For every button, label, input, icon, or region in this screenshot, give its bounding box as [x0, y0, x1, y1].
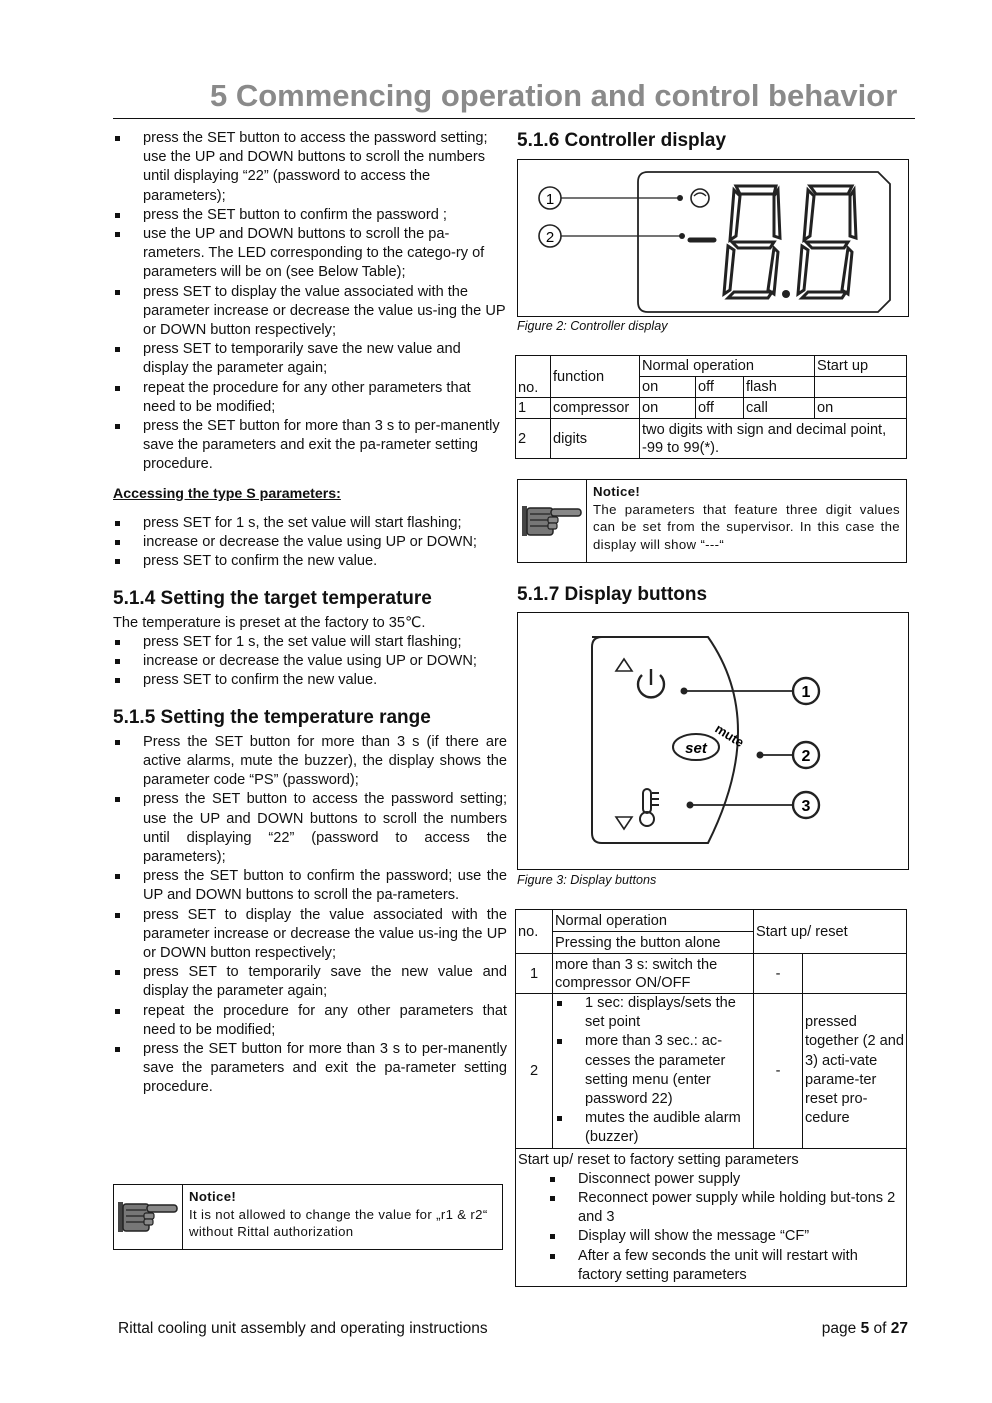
list-item: press the SET button to confirm the password ; — [113, 206, 507, 225]
mute-label: mute — [712, 720, 747, 751]
list-item: press the SET button for more than 3 s to per-manently save the parameters and exit the pa-rameter setting procedure. — [113, 1040, 507, 1098]
display-buttons-table — [515, 909, 907, 1287]
seven-segment-digit-2 — [798, 186, 856, 298]
power-icon — [638, 669, 664, 697]
list-item: press the SET button to confirm the password; use the UP and DOWN buttons to scroll the pa-rameters. — [113, 867, 507, 905]
list-item: press the SET button for more than 3 s to per-manently save the parameters and exit the pa-rameter setting procedure. — [113, 417, 507, 475]
table-row — [516, 954, 907, 994]
list-item: Disconnect power supply — [548, 1170, 904, 1189]
table-row — [516, 994, 907, 1149]
list-item: Reconnect power supply while holding but-tons 2 and 3 — [548, 1189, 904, 1227]
list-item: press the SET button to access the password setting; use the UP and DOWN buttons to scroll the numbers until displaying “22” (password to access the parameters); — [113, 790, 507, 867]
table-cell: 2 — [516, 994, 553, 1149]
table-cell: - — [754, 994, 803, 1149]
table-cell: off — [696, 398, 744, 419]
header-rule — [113, 118, 915, 119]
button-2-list — [555, 994, 751, 1148]
table-header-no: no. — [516, 356, 551, 398]
table-cell: 1 — [516, 398, 551, 419]
list-item: more than 3 sec.: ac-cesses the parameter setting menu (enter password 22) — [555, 1032, 751, 1109]
set-label: set — [685, 740, 707, 757]
table-cell: 1 — [516, 954, 553, 994]
callout-3-label: 3 — [801, 798, 811, 815]
list-item: increase or decrease the value using UP or DOWN; — [113, 652, 507, 671]
footer-total-pages: 27 — [890, 1320, 908, 1337]
table-header-flash: flash — [744, 377, 815, 398]
table-cell: on — [640, 398, 696, 419]
section-5-1-6-title: 5.1.6 Controller display — [517, 130, 727, 151]
up-arrow-icon — [616, 659, 632, 671]
footer-page-word: page — [821, 1320, 857, 1337]
list-item: increase or decrease the value using UP or DOWN; — [113, 533, 507, 552]
table-row — [516, 398, 907, 419]
table-cell: compressor — [551, 398, 640, 419]
table-header-startup: Start up/ reset — [754, 910, 907, 954]
compressor-icon — [691, 189, 709, 207]
notice-box-right — [517, 479, 907, 563]
target-temp-intro: The temperature is preset at the factory to 35℃. — [113, 614, 426, 631]
list-item: mutes the audible alarm (buzzer) — [555, 1109, 751, 1147]
temp-range-list — [113, 733, 507, 1098]
list-item: repeat the procedure for any other parameters that need to be modified; — [113, 1002, 507, 1040]
controller-display-table — [515, 355, 907, 459]
footer-of-word: of — [873, 1320, 887, 1337]
figure-3-caption: Figure 3: Display buttons — [517, 873, 657, 887]
reset-procedure-title: Start up/ reset to factory setting parameters — [518, 1151, 799, 1168]
notice-title: Notice! — [189, 1189, 237, 1204]
table-header-normal: Normal operation — [640, 356, 815, 377]
list-item: press SET for 1 s, the set value will start flashing; — [113, 514, 507, 533]
list-item: press SET to temporarily save the new value and display the parameter again; — [113, 963, 507, 1001]
table-row — [516, 419, 907, 459]
list-item: press SET to confirm the new value. — [113, 552, 507, 571]
list-item: press SET to display the value associated with the parameter increase or decrease the value us-ing the UP or DOWN button respectively; — [113, 283, 507, 341]
list-item: press SET to display the value associated with the parameter increase or decrease the value us-ing the UP or DOWN button respectively; — [113, 906, 507, 964]
list-item: 1 sec: displays/sets the set point — [555, 994, 751, 1032]
section-5-1-7-title: 5.1.7 Display buttons — [517, 584, 708, 605]
type-s-list — [113, 514, 507, 572]
notice-text: The parameters that feature three digit values can be set from the supervisor. In this case the display will show “---“ — [593, 501, 900, 552]
figure-2-caption: Figure 2: Controller display — [517, 319, 668, 333]
seven-segment-digit-1 — [724, 186, 780, 298]
table-row — [516, 1148, 907, 1286]
table-header-startup: Start up — [815, 356, 907, 377]
table-cell: digits — [551, 419, 640, 459]
list-item: press SET to confirm the new value. — [113, 671, 507, 690]
table-header-off: off — [696, 377, 744, 398]
password-steps-list — [113, 129, 507, 475]
list-item: press the SET button to access the password setting; use the UP and DOWN buttons to scroll the numbers until displaying “22” (password to access the parameters); — [113, 129, 507, 206]
callout-2-label: 2 — [801, 748, 811, 765]
pointing-hand-icon — [518, 480, 587, 562]
page-header-title: 5 Commencing operation and control behavior — [210, 78, 898, 113]
table-cell: on — [815, 398, 907, 419]
table-header-alone: Pressing the button alone — [553, 932, 754, 954]
table-header-on: on — [640, 377, 696, 398]
section-5-1-5-title: 5.1.5 Setting the temperature range — [113, 707, 431, 729]
pointing-hand-icon — [114, 1185, 183, 1249]
table-cell: 2 — [516, 419, 551, 459]
display-buttons-figure — [517, 612, 909, 870]
target-temp-list — [113, 633, 507, 691]
notice-title: Notice! — [593, 484, 641, 499]
list-item: use the UP and DOWN buttons to scroll the pa-rameters. The LED corresponding to the catego-ry of parameters will be on (see Below Table); — [113, 225, 507, 283]
list-item: press SET for 1 s, the set value will start flashing; — [113, 633, 507, 652]
table-header-function: function — [551, 356, 640, 398]
callout-1-label: 1 — [545, 191, 555, 208]
table-cell: pressed together (2 and 3) acti-vate parame-ter reset pro-cedure — [803, 994, 907, 1149]
list-item: After a few seconds the unit will restart with factory setting parameters — [548, 1247, 904, 1285]
left-column — [113, 129, 507, 1098]
table-cell: more than 3 s: switch the compressor ON/OFF — [553, 954, 754, 994]
list-item: repeat the procedure for any other parameters that need to be modified; — [113, 379, 507, 417]
table-header-no: no. — [516, 910, 553, 954]
type-s-heading: Accessing the type S parameters: — [113, 485, 341, 502]
notice-text: It is not allowed to change the value for „r1 & r2“ without Rittal authorization — [189, 1206, 488, 1239]
list-item: Press the SET button for more than 3 s (if there are active alarms, mute the buzzer), the display shows the parameter code “PS” (password); — [113, 733, 507, 791]
footer-document-title: Rittal cooling unit assembly and operating instructions — [118, 1320, 488, 1337]
footer-current-page: 5 — [860, 1320, 870, 1337]
callout-1-label: 1 — [801, 684, 811, 701]
table-cell: call — [744, 398, 815, 419]
list-item: press SET to temporarily save the new value and display the parameter again; — [113, 340, 507, 378]
table-header-normal: Normal operation — [553, 910, 754, 932]
notice-box-left — [113, 1184, 503, 1250]
controller-display-figure — [517, 159, 909, 317]
table-cell: - — [754, 954, 803, 994]
thermometer-icon — [640, 789, 659, 826]
table-cell: two digits with sign and decimal point, -99 to 99(*). — [640, 419, 907, 459]
list-item: Display will show the message “CF” — [548, 1227, 904, 1246]
reset-procedure-list — [518, 1170, 904, 1285]
footer-page-number — [822, 1320, 908, 1338]
down-arrow-icon — [616, 817, 632, 829]
callout-2-label: 2 — [545, 229, 555, 246]
section-5-1-4-title: 5.1.4 Setting the target temperature — [113, 588, 432, 610]
